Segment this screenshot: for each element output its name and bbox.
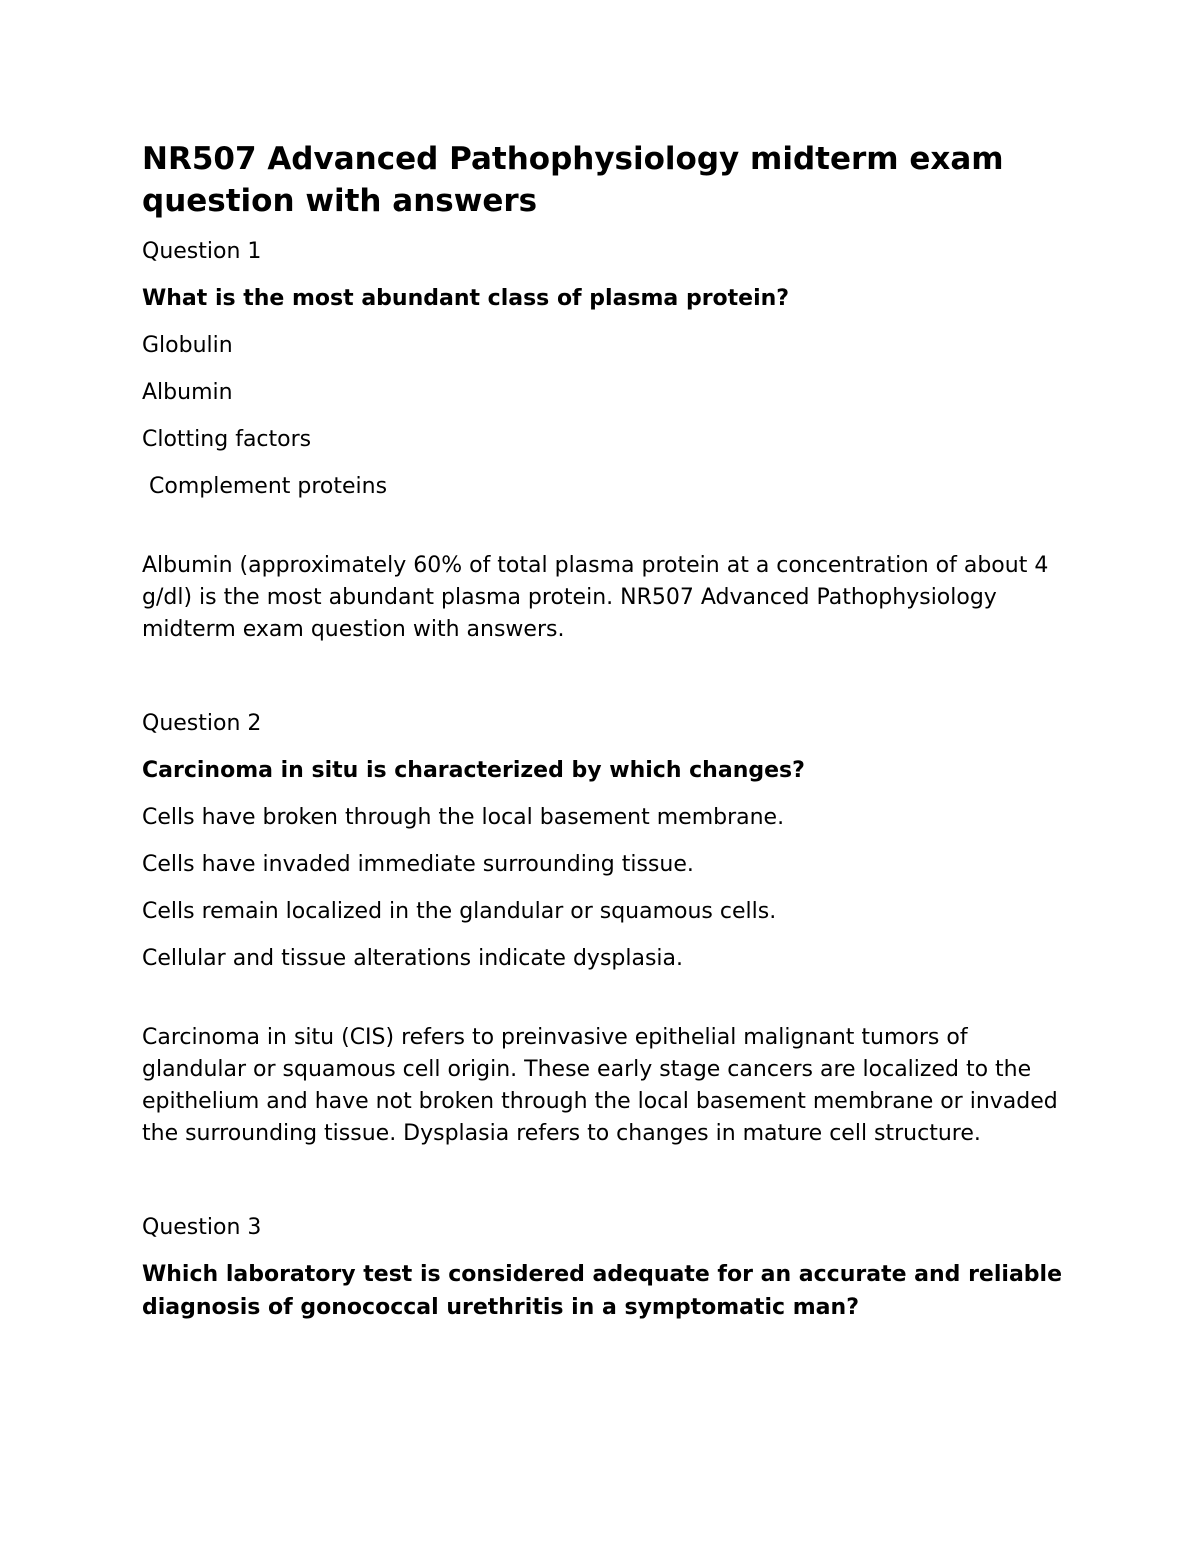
answer-option: Globulin <box>142 333 233 358</box>
question-text: What is the most abundant class of plasma protein? <box>142 286 790 311</box>
question-label: Question 1 <box>142 239 262 264</box>
question-text: Which laboratory test is considered adequate for an accurate and reliable diagnosis of gonococcal urethritis in a symptomatic man? <box>142 1262 1062 1320</box>
answer-option: Cells have broken through the local basement membrane. <box>142 805 785 830</box>
answer-option: Cells have invaded immediate surrounding tissue. <box>142 852 694 877</box>
answer-explanation: Albumin (approximately 60% of total plasma protein at a concentration of about 4 g/dl) is the most abundant plasma protein. NR507 Advanced Pathophysiology midterm exam question with answers. <box>142 553 1049 642</box>
answer-explanation: Carcinoma in situ (CIS) refers to preinvasive epithelial malignant tumors of glandular or squamous cell origin. These early stage cancers are localized to the epithelium and have not broken through the local basement membrane or invaded the surrounding tissue. Dysplasia refers to changes in mature cell structure. <box>142 1025 1058 1146</box>
answer-option: Cells remain localized in the glandular or squamous cells. <box>142 899 777 924</box>
spacer <box>142 1150 1072 1212</box>
question-block <box>142 1212 1072 1324</box>
question-block <box>142 236 1072 646</box>
question-block <box>142 708 1072 1150</box>
question-label: Question 2 <box>142 711 262 736</box>
answer-option: Complement proteins <box>142 474 388 499</box>
document-title: NR507 Advanced Pathophysiology midterm exam question with answers <box>142 141 1004 219</box>
question-label: Question 3 <box>142 1215 262 1240</box>
answer-option: Cellular and tissue alterations indicate dysplasia. <box>142 946 684 971</box>
spacer <box>142 646 1072 708</box>
question-text: Carcinoma in situ is characterized by which changes? <box>142 758 805 783</box>
answer-option: Albumin <box>142 380 233 405</box>
document-page <box>142 138 1072 1339</box>
answer-option: Clotting factors <box>142 427 312 452</box>
